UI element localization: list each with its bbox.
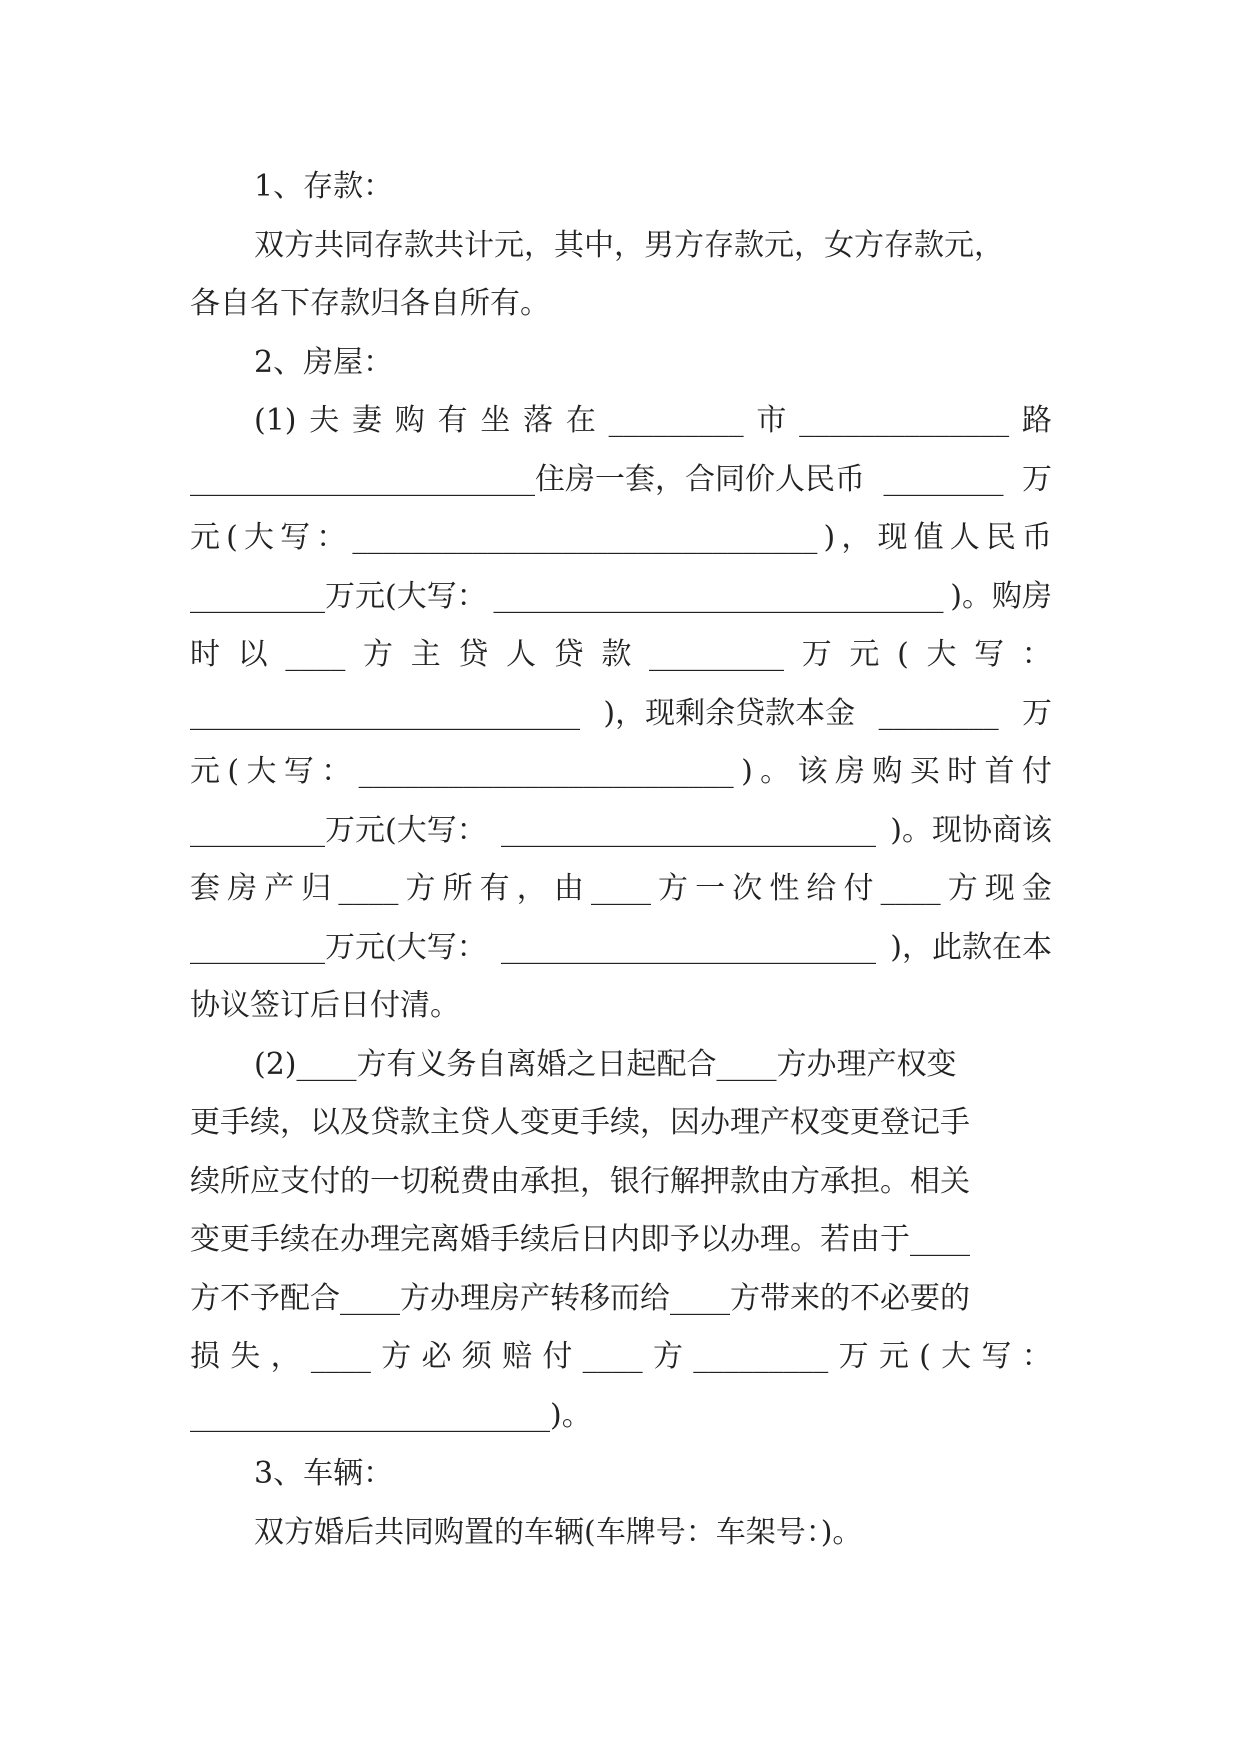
text-segment: 首 [984, 754, 1015, 789]
text-line [190, 392, 1052, 451]
text-segment: 万 [801, 637, 832, 672]
text-segment: 大 [243, 520, 274, 555]
text-segment: )。现协商该 [890, 812, 1052, 848]
text-segment: 妻 [352, 403, 383, 438]
text-segment: 产 [264, 871, 295, 906]
text-segment: ， [270, 1339, 301, 1374]
text-segment: 各自名下存款归各自所有。 [190, 286, 550, 321]
text-segment: 3、车辆： [254, 1456, 394, 1491]
text-segment: 给 [806, 871, 837, 906]
text-line [190, 1387, 1052, 1446]
text-segment: 方 [363, 637, 394, 672]
text-segment: ______________________________ [493, 578, 944, 614]
text-segment: 以 [237, 637, 268, 672]
text-segment: 落 [523, 403, 554, 438]
text-line [190, 1036, 1052, 1095]
text-line [190, 158, 1052, 217]
text-segment: _________________________ [501, 929, 876, 965]
text-segment: 币 [1021, 520, 1052, 555]
text-segment: 值 [913, 520, 944, 555]
text-segment: 次 [732, 871, 763, 906]
text-segment: 方 [652, 1339, 683, 1374]
text-segment: 现 [877, 520, 908, 555]
text-segment: 所 [442, 871, 473, 906]
text-segment: ： [1021, 1339, 1052, 1374]
text-line [190, 1270, 1052, 1329]
text-segment: 在 [565, 403, 596, 438]
text-segment: 一 [695, 871, 726, 906]
text-line [190, 1211, 1052, 1270]
text-segment: )，现剩余贷款本金 [603, 695, 856, 731]
text-segment: 损 [190, 1339, 220, 1374]
text-segment: 。 [760, 754, 791, 789]
text-segment: 必 [421, 1339, 452, 1374]
text-segment: _________万元(大写： [190, 929, 487, 965]
text-segment: ( [226, 520, 238, 555]
text-segment: 时 [947, 754, 978, 789]
text-segment: _________万元(大写： [190, 578, 487, 614]
text-segment: ， [841, 520, 872, 555]
text-segment: 方 [405, 871, 436, 906]
text-segment: 万 [1021, 695, 1052, 731]
text-line [190, 217, 1052, 276]
text-line [190, 802, 1052, 861]
text-segment: 续所应支付的一切税费由承担，银行解押款由方承担。相关 [190, 1163, 970, 1199]
text-segment: 更手续，以及贷款主贷人变更手续，因办理产权变更登记手 [190, 1105, 970, 1140]
text-segment: ， [516, 871, 547, 906]
text-line [190, 334, 1052, 393]
text-segment: 协议签订后日付清。 [190, 988, 460, 1023]
text-segment: 变更手续在办理完离婚手续后日内即予以办理。若由于____ [190, 1222, 970, 1257]
text-segment: 款 [601, 637, 632, 672]
text-segment: 贷 [458, 637, 489, 672]
text-line [190, 509, 1052, 568]
text-segment: ______________ [799, 403, 1010, 438]
text-segment: 大 [941, 1339, 972, 1374]
text-segment: 房 [227, 871, 258, 906]
text-segment: 购 [872, 754, 903, 789]
text-segment: ( [919, 1339, 931, 1374]
text-segment: 主 [410, 637, 441, 672]
text-line [190, 977, 1052, 1036]
text-segment: 由 [553, 871, 584, 906]
text-line [190, 568, 1052, 627]
text-segment: 1、存款： [254, 169, 394, 204]
document-page [190, 158, 1052, 1562]
text-segment: 方 [381, 1339, 412, 1374]
text-segment: ____ [285, 637, 346, 672]
text-segment: _______________________________ [352, 520, 818, 555]
text-segment: _______________________住房一套，合同价人民币 [190, 461, 865, 497]
text-segment: 有 [437, 403, 468, 438]
text-segment: ____ [582, 1339, 643, 1374]
text-segment: 赔 [502, 1339, 533, 1374]
text-segment: ： [316, 520, 347, 555]
text-segment: 双方共同存款共计元，其中，男方存款元，女方存款元， [254, 227, 1004, 263]
text-segment: ____ [310, 1339, 371, 1374]
text-segment: 方不予配合____方办理房产转移而给____方带来的不必要的 [190, 1280, 970, 1316]
text-segment: ( [227, 754, 240, 789]
text-segment: 付 [843, 871, 874, 906]
text-segment: 贷 [553, 637, 584, 672]
text-segment: 写 [974, 637, 1005, 672]
text-line [190, 1153, 1052, 1212]
text-segment: _________ [608, 403, 744, 438]
text-segment: ________________________)。 [190, 1397, 592, 1433]
text-segment: 时 [190, 637, 220, 672]
text-segment: _________________________ [358, 754, 734, 789]
text-segment: 坐 [480, 403, 511, 438]
text-segment: 套 [190, 871, 220, 906]
text-segment: 万 [1022, 461, 1052, 497]
text-segment: )，此款在本 [890, 929, 1052, 965]
text-segment: (2)____方有义务自离婚之日起配合____方办理产权变 [254, 1046, 957, 1082]
text-segment: 方 [658, 871, 689, 906]
text-segment: ) [823, 520, 836, 555]
text-segment: 元 [190, 754, 220, 789]
text-segment: 现 [984, 871, 1015, 906]
text-segment: _________万元(大写： [190, 812, 487, 848]
text-segment: ( [897, 637, 909, 672]
text-segment: ____ [880, 871, 941, 906]
text-line [190, 275, 1052, 334]
text-segment: 夫 [309, 403, 340, 438]
text-segment: ： [321, 754, 352, 789]
text-segment: _________ [649, 637, 785, 672]
text-segment: ____ [338, 871, 399, 906]
text-segment: 归 [301, 871, 332, 906]
text-segment: 买 [909, 754, 940, 789]
text-segment: 人 [949, 520, 980, 555]
text-segment: 路 [1021, 403, 1052, 438]
text-line [190, 1445, 1052, 1504]
text-segment: _________ [693, 1339, 829, 1374]
text-segment: 须 [461, 1339, 492, 1374]
text-segment: ____ [590, 871, 651, 906]
text-line [190, 451, 1052, 510]
text-line [190, 860, 1052, 919]
text-segment: 写 [981, 1339, 1012, 1374]
text-segment: 大 [246, 754, 277, 789]
text-line [190, 1094, 1052, 1153]
text-segment: 大 [926, 637, 957, 672]
text-segment: 付 [1021, 754, 1052, 789]
text-segment: 失 [230, 1339, 261, 1374]
text-segment: 元 [190, 520, 220, 555]
text-segment: )。购房 [950, 578, 1052, 614]
text-segment: _________________________ [501, 812, 876, 848]
text-segment: 房 [834, 754, 865, 789]
text-segment: 市 [756, 403, 787, 438]
text-segment: 方 [947, 871, 978, 906]
text-line [190, 685, 1052, 744]
text-segment: __________________________ [190, 695, 580, 731]
text-segment: 民 [985, 520, 1016, 555]
text-line [190, 626, 1052, 685]
text-segment: 有 [479, 871, 510, 906]
text-segment: 万 [838, 1339, 869, 1374]
text-segment: ： [1021, 637, 1052, 672]
text-segment: 元 [878, 1339, 909, 1374]
text-segment: 性 [769, 871, 800, 906]
text-segment: ) [741, 754, 753, 789]
text-segment: 付 [542, 1339, 573, 1374]
text-segment: 元 [849, 637, 880, 672]
text-segment: ________ [878, 695, 999, 731]
text-segment: ________ [883, 461, 1004, 497]
text-segment: 写 [280, 520, 311, 555]
text-line [190, 919, 1052, 978]
text-line [190, 1504, 1052, 1563]
text-line [190, 743, 1052, 802]
text-line [190, 1328, 1052, 1387]
text-segment: 双方婚后共同购置的车辆(车牌号：车架号：)。 [254, 1514, 863, 1550]
text-segment: 写 [283, 754, 314, 789]
text-segment: 人 [506, 637, 537, 672]
text-segment: 金 [1021, 871, 1052, 906]
text-segment: 购 [394, 403, 425, 438]
text-segment: 2、房屋： [254, 344, 394, 380]
text-segment: (1) [254, 403, 297, 438]
text-segment: 该 [797, 754, 828, 789]
